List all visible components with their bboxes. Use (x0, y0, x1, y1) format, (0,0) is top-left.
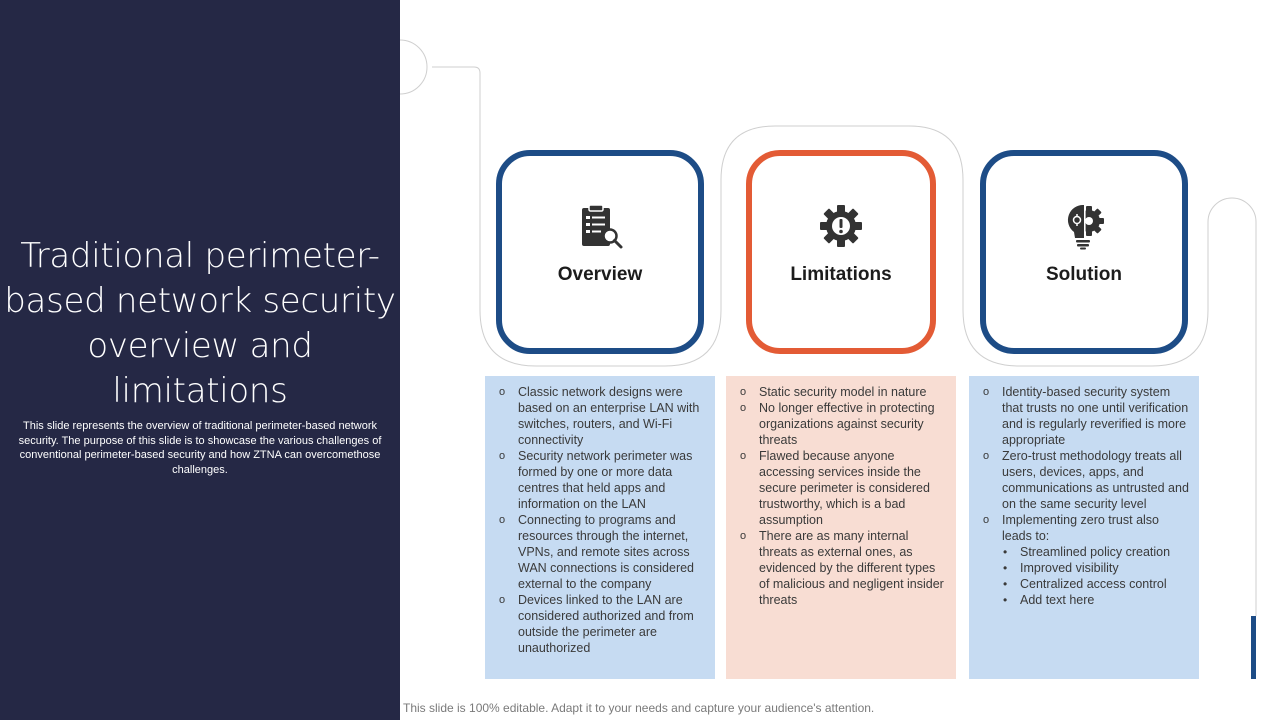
list-item: o No longer effective in protecting organizations against security threats (740, 400, 946, 448)
solution-label: Solution (1046, 264, 1122, 285)
slide-title: Traditional perimeter-based network security overview and limitations (4, 236, 396, 411)
accent-bar (1251, 616, 1256, 679)
slide-description: This slide represents the overview of traditional perimeter-based network security. The purpose of this slide is to showcase the various challenges of conventional perimeter-based security and how ZTNA can overcomethose challenges. (18, 420, 382, 476)
list-item: o Security network perimeter was formed by one or more data centres that held apps and information on the LAN (499, 448, 705, 512)
list-item: o Devices linked to the LAN are considered authorized and from outside the perimeter are unauthorized (499, 592, 705, 656)
bulb-gear-icon (1060, 202, 1108, 250)
sub-list-item: • Improved visibility (983, 560, 1189, 576)
list-item: o Flawed because anyone accessing services inside the secure perimeter is considered trustworthy, which is a bad assumption (740, 448, 946, 528)
footer-note: This slide is 100% editable. Adapt it to your needs and capture your audience's attention. (403, 701, 875, 715)
list-item: o Connecting to programs and resources through the internet, VPNs, and remote sites across WAN connections is considered external to the company (499, 512, 705, 592)
list-item: o There are as many internal threats as external ones, as evidenced by the different types of malicious and negligent insider threats (740, 528, 946, 608)
solution-text-box (969, 376, 1199, 679)
overview-label: Overview (557, 264, 643, 285)
limitations-card (746, 150, 936, 354)
list-item: o Static security model in nature (740, 384, 946, 400)
sub-list-item: • Streamlined policy creation (983, 544, 1189, 560)
list-item: o Classic network designs were based on an enterprise LAN with switches, routers, and Wi-Fi connectivity (499, 384, 705, 448)
sub-list-item: • Add text here (983, 592, 1189, 608)
limitations-text-box (726, 376, 956, 679)
limitations-label: Limitations (790, 264, 892, 285)
list-item: o Identity-based security system that trusts no one until verification and is regularly reverified is more appropriate (983, 384, 1189, 448)
overview-card (496, 150, 704, 354)
title-panel (0, 0, 400, 720)
solution-card (980, 150, 1188, 354)
list-item: o Implementing zero trust also leads to: (983, 512, 1189, 544)
clipboard-search-icon (576, 202, 624, 250)
sub-list-item: • Centralized access control (983, 576, 1189, 592)
list-item: o Zero-trust methodology treats all users, devices, apps, and communications as untrusted and on the same security level (983, 448, 1189, 512)
gear-warning-icon (817, 202, 865, 250)
overview-text-box (485, 376, 715, 679)
